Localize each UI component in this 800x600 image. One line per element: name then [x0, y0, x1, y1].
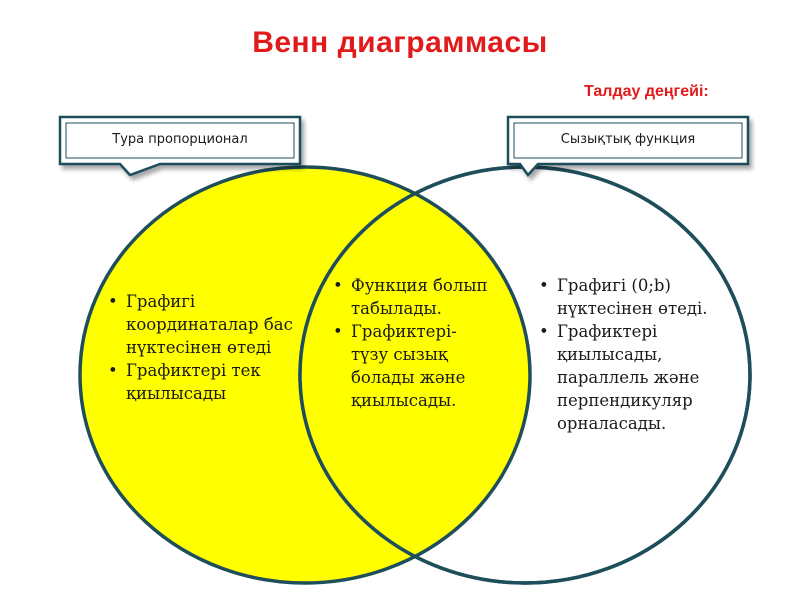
list-item: • Функция болып табылады.	[333, 274, 493, 320]
left-only-list	[108, 290, 298, 405]
list-item: • Графигі координаталар бас нүктесінен өтеді	[108, 290, 298, 359]
right-set-label: Сызықтық функция	[560, 132, 696, 147]
analysis-level-label: Талдау деңгейі:	[584, 83, 709, 100]
list-item: • Графиктері тек қиылысады	[108, 359, 298, 405]
list-item: • Графигі (0;b) нүктесінен өтеді.	[539, 274, 739, 320]
right-only-list	[539, 274, 739, 435]
list-item: • Графиктері қиылысады, параллель және перпендикуляр орналасады.	[539, 320, 739, 435]
left-set-label: Тура пропорционал	[112, 132, 248, 147]
page-title: Венн диаграммасы	[252, 26, 548, 59]
intersection-list	[333, 274, 493, 412]
list-item: • Графиктері-түзу сызық болады және қиылысады.	[333, 320, 493, 412]
